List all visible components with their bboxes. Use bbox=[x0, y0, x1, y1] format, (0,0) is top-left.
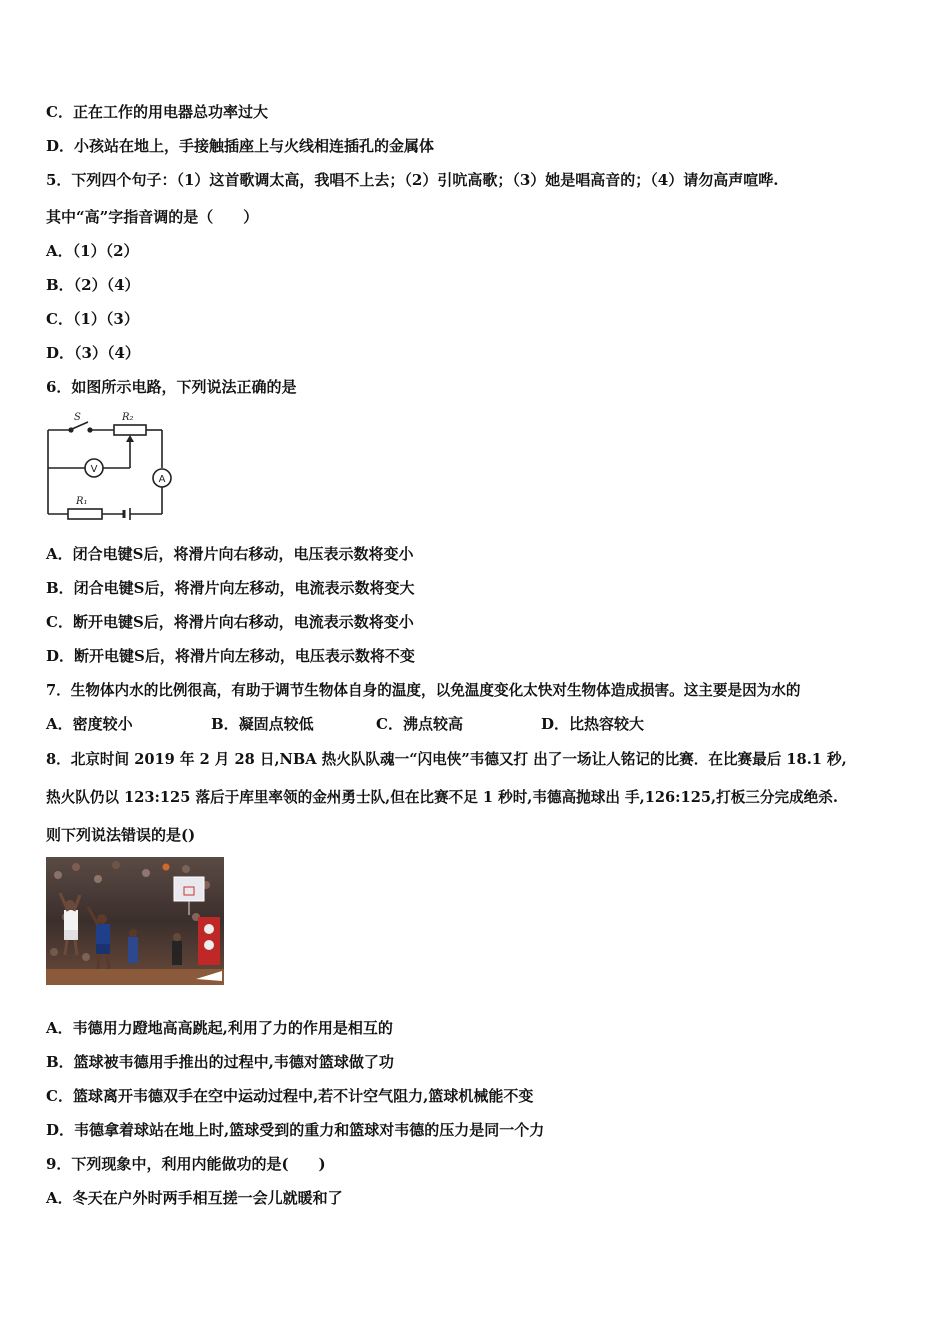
q6-option-b: B．闭合电键S后，将滑片向左移动，电流表示数将变大 bbox=[46, 579, 415, 597]
q6-stem: 6．如图所示电路，下列说法正确的是 bbox=[46, 378, 297, 396]
switch-blade bbox=[72, 422, 88, 429]
q8-stem-line3: 则下列说法错误的是() bbox=[46, 826, 196, 844]
q7-option-a: A．密度较小 bbox=[46, 715, 133, 733]
q6-option-d: D．断开电键S后，将滑片向左移动，电压表示数将不变 bbox=[46, 647, 415, 665]
r1-label: R₁ bbox=[76, 496, 88, 507]
q5-option-c: C．（1）（3） bbox=[46, 310, 139, 328]
q7-option-b: B．凝固点较低 bbox=[211, 715, 314, 733]
q8-option-d: D．韦德拿着球站在地上时,篮球受到的重力和篮球对韦德的压力是同一个力 bbox=[46, 1121, 545, 1139]
q4-option-c: C．正在工作的用电器总功率过大 bbox=[46, 103, 268, 121]
q4-option-d: D．小孩站在地上，手接触插座上与火线相连插孔的金属体 bbox=[46, 137, 435, 155]
q9-stem: 9．下列现象中，利用内能做功的是( ) bbox=[46, 1155, 326, 1173]
switch-label: S bbox=[74, 412, 81, 423]
q6-option-c: C．断开电键S后，将滑片向右移动，电流表示数将变小 bbox=[46, 613, 414, 631]
voltmeter-label: V bbox=[90, 464, 98, 475]
q8-option-a: A．韦德用力蹬地高高跳起,利用了力的作用是相互的 bbox=[46, 1019, 393, 1037]
q7-option-c: C．沸点较高 bbox=[376, 715, 463, 733]
q8-stem-line1: 8．北京时间 2019 年 2 月 28 日,NBA 热火队队魂一“闪电侠”韦德又打 出了一场让人铭记的比赛．在比赛最后 18.1 秒, bbox=[46, 751, 847, 768]
circuit-diagram bbox=[44, 408, 176, 522]
q7-option-d: D．比热容较大 bbox=[541, 715, 645, 733]
q5-option-a: A．（1）（2） bbox=[46, 242, 139, 260]
resistor-r1-body bbox=[68, 509, 102, 519]
q8-stem-line2: 热火队仍以 123:125 落后于库里率领的金州勇士队,但在比赛不足 1 秒时,韦德高抛球出 手,126:125,打板三分完成绝杀. bbox=[46, 789, 838, 806]
r2-label: R₂ bbox=[122, 412, 134, 423]
rheostat-body bbox=[114, 425, 146, 435]
q9-option-a: A．冬天在户外时两手相互搓一会儿就暖和了 bbox=[46, 1189, 343, 1207]
q5-option-b: B．（2）（4） bbox=[46, 276, 140, 294]
basketball-photo bbox=[46, 857, 224, 985]
q5-stem-line1: 5．下列四个句子：（1）这首歌调太高，我唱不上去；（2）引吭高歌；（3）她是唱高音的；（4）请勿高声喧哗. bbox=[46, 171, 779, 189]
q8-option-b: B．篮球被韦德用手推出的过程中,韦德对篮球做了功 bbox=[46, 1053, 394, 1071]
q6-option-a: A．闭合电键S后，将滑片向右移动，电压表示数将变小 bbox=[46, 545, 414, 563]
q5-option-d: D．（3）（4） bbox=[46, 344, 140, 362]
q7-stem: 7．生物体内水的比例很高，有助于调节生物体自身的温度，以免温度变化太快对生物体造成损害。这主要是因为水的 bbox=[46, 682, 801, 699]
q5-stem-line2: 其中“高”字指音调的是（ ） bbox=[46, 208, 259, 226]
q8-option-c: C．篮球离开韦德双手在空中运动过程中,若不计空气阻力,篮球机械能不变 bbox=[46, 1087, 534, 1105]
ammeter-label: A bbox=[158, 474, 166, 485]
